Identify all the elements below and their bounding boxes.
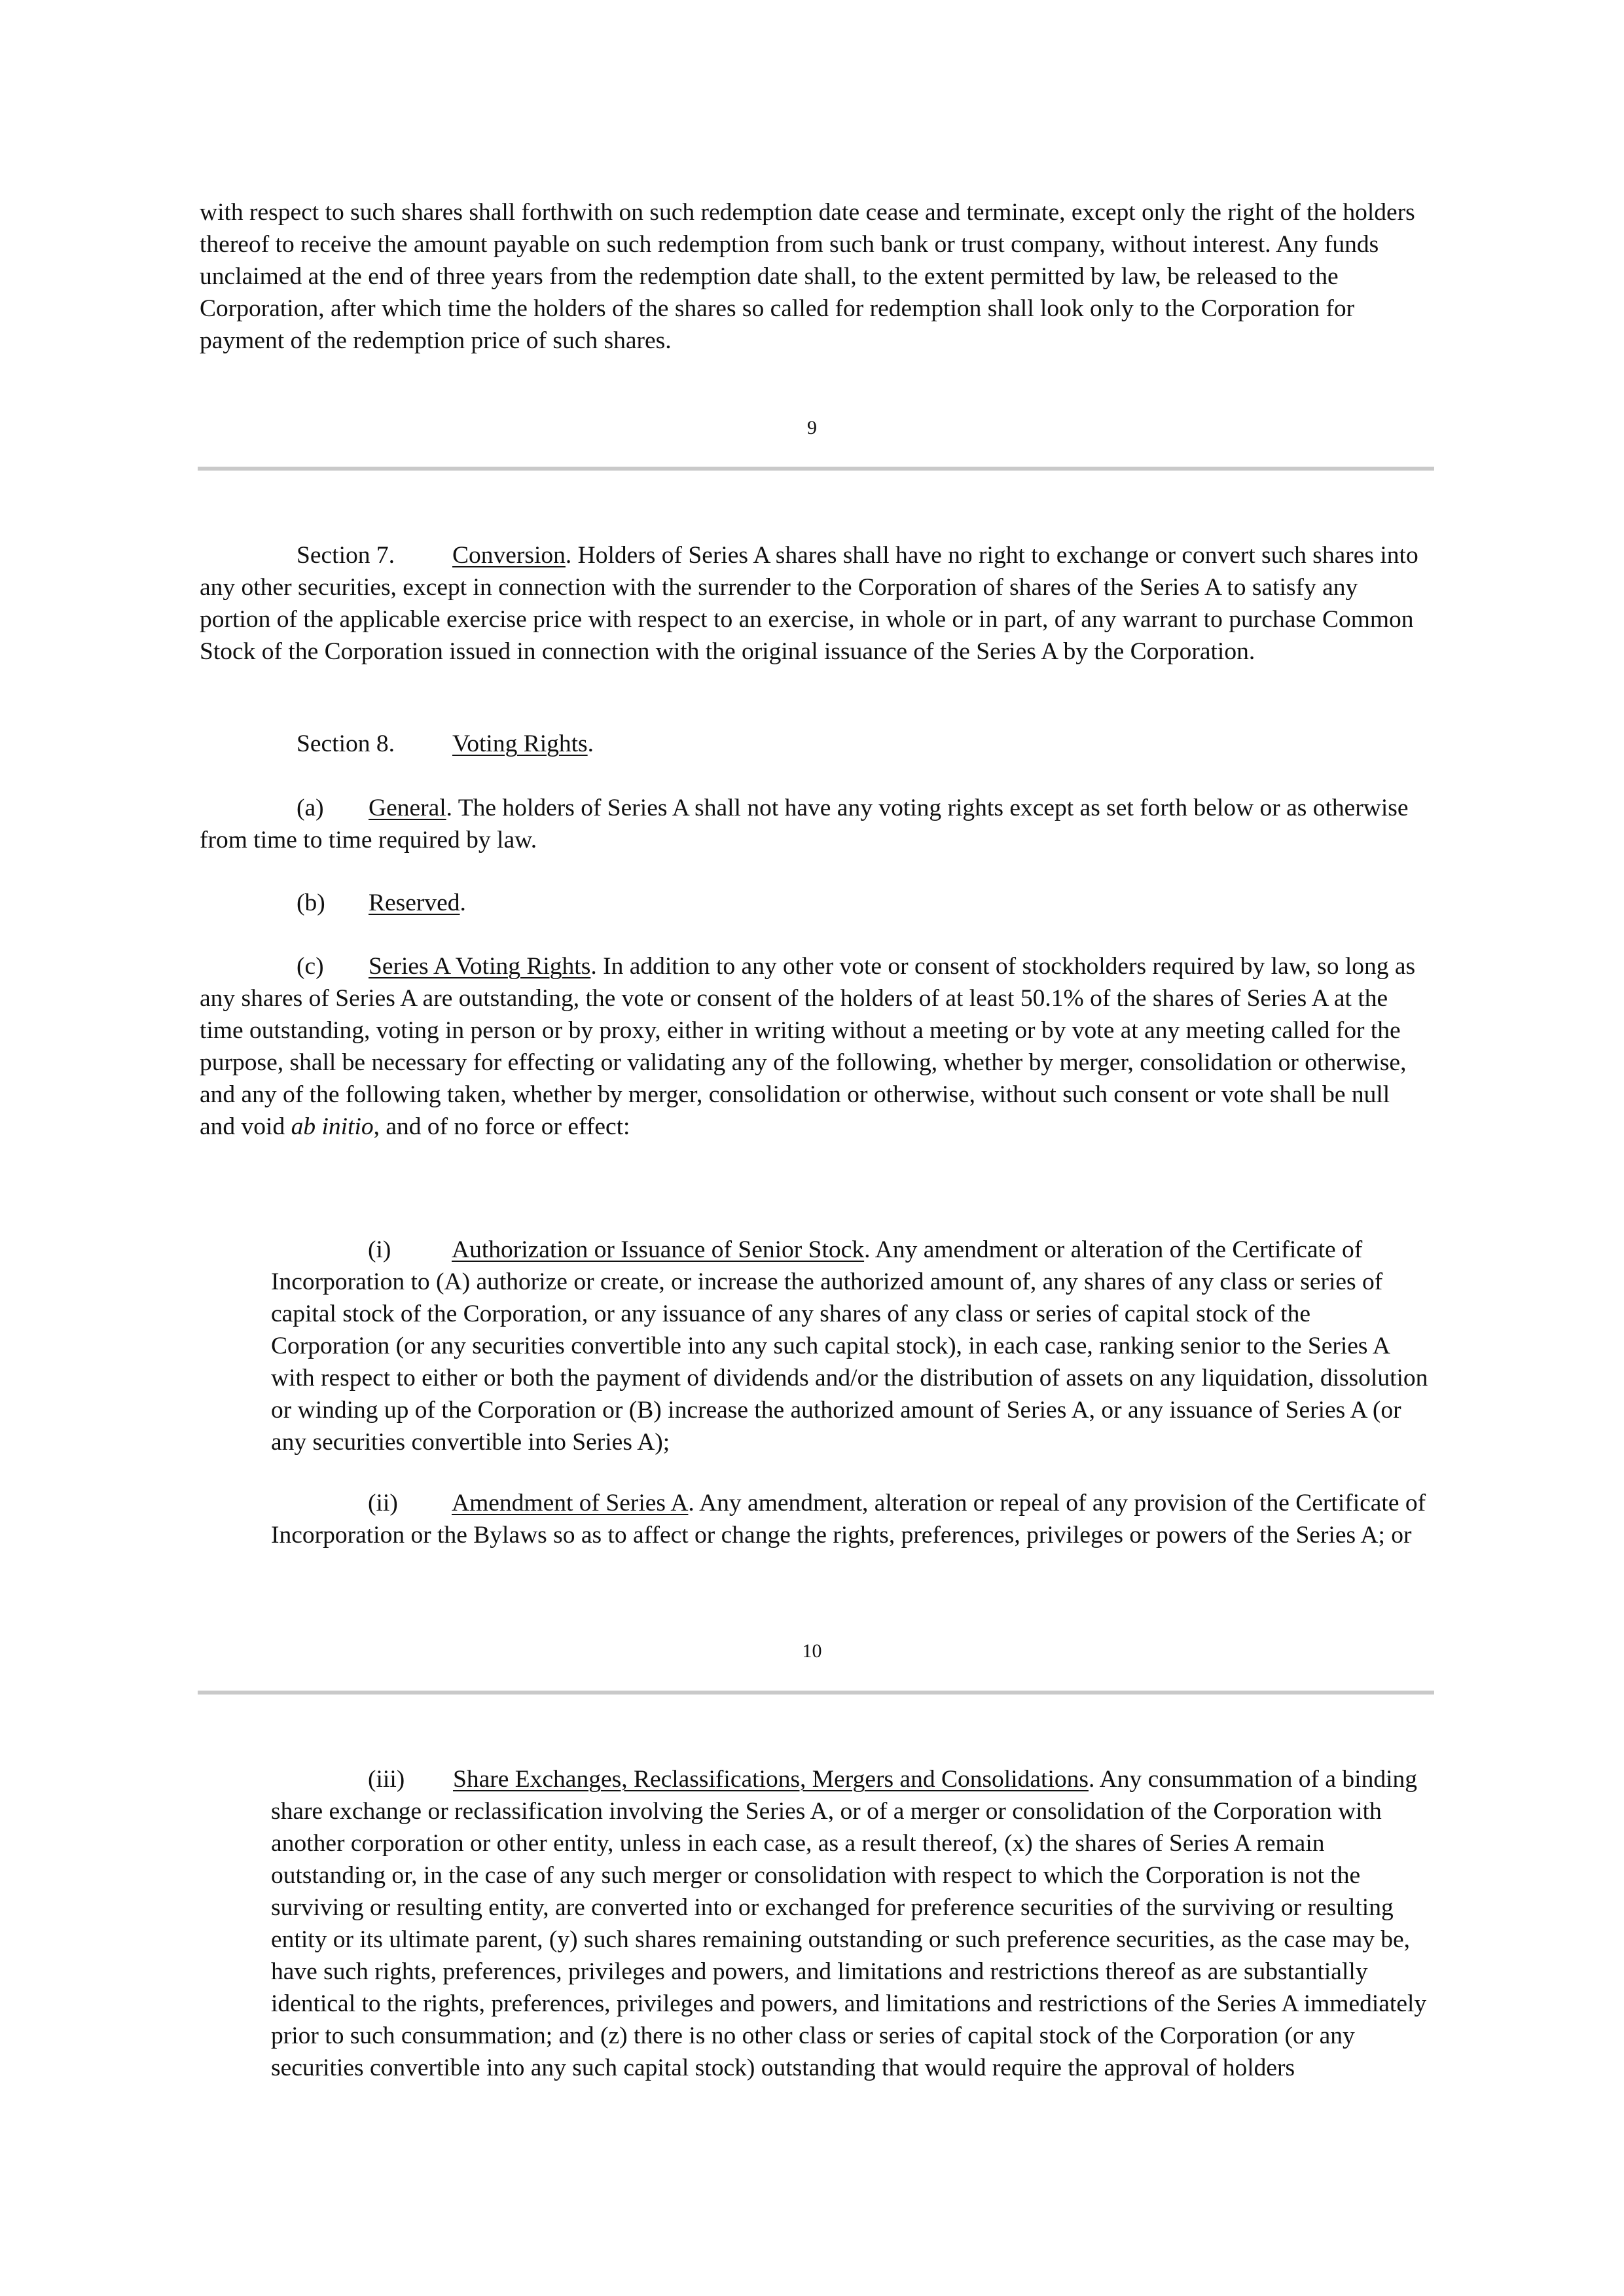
paragraph-heading: Series A Voting Rights xyxy=(369,953,591,980)
heading-punctuation: . xyxy=(446,795,453,821)
heading-punctuation: . xyxy=(688,1490,695,1516)
item-text: Any amendment, alteration or repeal of any provision of the Certificate of Incorporation or the Bylaws so as to affect or change the rights, preferences, privileges or powers of the Series A; or xyxy=(271,1490,1426,1549)
section-8-heading xyxy=(200,728,1430,760)
paragraph-redemption-tail xyxy=(200,196,1430,357)
heading-punctuation: . xyxy=(1088,1766,1095,1793)
paragraph-b xyxy=(200,887,1430,919)
heading-punctuation: . xyxy=(565,542,572,569)
section-label: Section 7. xyxy=(297,542,395,569)
paragraph-heading: General xyxy=(369,795,446,821)
paragraph-heading: Reserved xyxy=(369,889,460,916)
item-iii xyxy=(271,1763,1430,2084)
item-i xyxy=(271,1234,1430,1458)
paragraph-text: with respect to such shares shall forthwith on such redemption date cease and terminate, except only the right of the holders thereof to receive the amount payable on such redemption from such bank or trust company, without interest. Any funds unclaimed at the end of three years from the redemption date shall, to the extent permitted by law, be released to the Corporation, after which time the holders of the shares so called for redemption shall look only to the Corporation for payment of the redemption price of such shares. xyxy=(200,199,1415,354)
heading-punctuation: . xyxy=(864,1236,871,1263)
item-heading: Amendment of Series A xyxy=(452,1490,689,1516)
item-text: Any amendment or alteration of the Certificate of Incorporation to (A) authorize or create, or increase the authorized amount of, any shares of any class or series of capital stock of the Corporation, or any issuance of any shares of any class or series of capital stock of the Corporation (or any securities convertible into any such capital stock), in each case, ranking senior to the Series A with respect to either or both the payment of dividends and/or the distribution of assets on any liquidation, dissolution or winding up of the Corporation or (B) increase the authorized amount of Series A, or any issuance of Series A (or any securities convertible into Series A); xyxy=(271,1236,1428,1456)
paragraph-a xyxy=(200,792,1430,856)
section-heading: Conversion xyxy=(452,542,566,569)
page-break-divider xyxy=(198,1691,1434,1695)
paragraph-label: (c) xyxy=(297,953,324,980)
italic-term: ab initio xyxy=(291,1113,374,1140)
paragraph-text-end: , and of no force or effect: xyxy=(373,1113,630,1140)
paragraph-c xyxy=(200,950,1430,1143)
page-number: 9 xyxy=(807,417,817,439)
paragraph-label: (b) xyxy=(297,889,325,916)
page-number: 10 xyxy=(802,1640,822,1662)
paragraph-text: Holders of Series A shares shall have no right to exchange or convert such shares into any other securities, except in connection with the surrender to the Corporation of shares of the Series A to satisfy any portion of the applicable exercise price with respect to an exercise, in whole or in part, of any warrant to purchase Common Stock of the Corporation issued in connection with the original issuance of the Series A by the Corporation. xyxy=(200,542,1418,665)
section-label: Section 8. xyxy=(297,730,395,757)
item-ii xyxy=(271,1487,1430,1551)
item-label: (ii) xyxy=(368,1490,398,1516)
heading-punctuation: . xyxy=(590,953,597,980)
section-heading: Voting Rights xyxy=(452,730,588,757)
heading-punctuation: . xyxy=(587,730,594,757)
paragraph-text: The holders of Series A shall not have any voting rights except as set forth below or as otherwise from time to time required by law. xyxy=(200,795,1409,853)
page-break-divider xyxy=(198,467,1434,471)
item-heading: Share Exchanges, Reclassifications, Mergers and Consolidations xyxy=(453,1766,1089,1793)
item-label: (i) xyxy=(368,1236,391,1263)
section-7-paragraph xyxy=(200,539,1430,668)
item-label: (iii) xyxy=(368,1766,405,1793)
item-heading: Authorization or Issuance of Senior Stock xyxy=(452,1236,865,1263)
paragraph-text: In addition to any other vote or consent of stockholders required by law, so long as any shares of Series A are outstanding, the vote or consent of the holders of at least 50.1% of the shares of Series A at the time outstanding, voting in person or by proxy, either in writing without a meeting or by vote at any meeting called for the purpose, shall be necessary for effecting or validating any of the following, whether by merger, consolidation or otherwise, and any of the following taken, whether by merger, consolidation or otherwise, without such consent or vote shall be null and void xyxy=(200,953,1416,1140)
paragraph-label: (a) xyxy=(297,795,324,821)
item-text: Any consummation of a binding share exchange or reclassification involving the Series A, or of a merger or consolidation of the Corporation with another corporation or other entity, unless in each case, as a result thereof, (x) the shares of Series A remain outstanding or, in the case of any such merger or consolidation with respect to which the Corporation is not the surviving or resulting entity, are converted into or exchanged for preference securities of the surviving or resulting entity or its ultimate parent, (y) such shares remaining outstanding or such preference securities, as the case may be, have such rights, preferences, privileges and powers, and limitations and restrictions thereof as are substantially identical to the rights, preferences, privileges and powers, and limitations and restrictions of the Series A immediately prior to such consummation; and (z) there is no other class or series of capital stock of the Corporation (or any securities convertible into any such capital stock) outstanding that would require the approval of holders xyxy=(271,1766,1427,2081)
heading-punctuation: . xyxy=(460,889,466,916)
